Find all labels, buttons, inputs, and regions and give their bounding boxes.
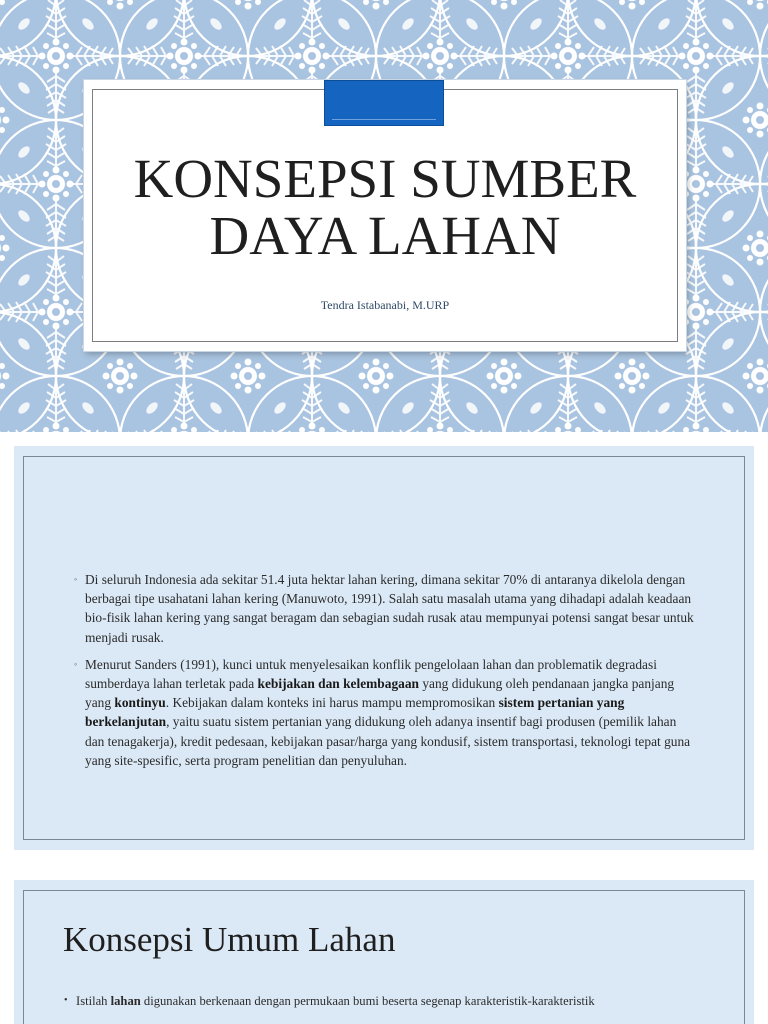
bullet-emphasis: lahan bbox=[110, 994, 141, 1008]
section-title: Konsepsi Umum Lahan bbox=[63, 920, 396, 959]
bullet-emphasis: sistem pertanian yang berkelanjutan bbox=[85, 695, 625, 730]
bullet-text-part: yang didukung oleh pendanaan jangka panjang yang bbox=[85, 676, 675, 711]
bullet-dot-icon: ◦ bbox=[74, 658, 78, 669]
slide-title-line-2: DAYA LAHAN bbox=[209, 205, 561, 266]
title-slide bbox=[0, 0, 768, 432]
bullet-dot-icon: • bbox=[64, 995, 68, 1006]
slide-title-line-1: KONSEPSI SUMBER bbox=[133, 148, 637, 209]
slide-title bbox=[84, 150, 686, 264]
bullet-text: Di seluruh Indonesia ada sekitar 51.4 juta hektar lahan kering, dimana sekitar 70% di antaranya dikelola dengan berbagai tipe usahatani lahan kering (Manuwoto, 1991). Salah satu masalah utama yang dihadapi adalah keadaan bio-fisik lahan kering yang sangat beragam dan sebagian sudah rusak atau mempunyai potensi sangat besar untuk menjadi rusak. bbox=[85, 572, 694, 645]
accent-tab-line bbox=[332, 119, 436, 120]
title-card bbox=[84, 80, 686, 351]
bullet-text-part: Istilah bbox=[76, 994, 111, 1008]
bullet-emphasis: kontinyu bbox=[114, 695, 166, 711]
content-slide bbox=[14, 446, 754, 850]
list-item bbox=[74, 655, 694, 770]
section-bullet-list bbox=[64, 992, 704, 1010]
bullet-list bbox=[74, 570, 694, 778]
accent-tab bbox=[324, 80, 444, 126]
bullet-text-part: , yaitu suatu sistem pertanian yang didukung oleh adanya insentif bagi produsen (pemilik lahan dan tenagakerja), kredit pedesaan, kebijakan pasar/harga yang kondusif, sistem transportasi, teknologi tepat guna yang site-spesific, serta program penelitian dan penyuluhan. bbox=[85, 714, 691, 768]
list-item bbox=[74, 570, 694, 647]
bullet-dot-icon: ◦ bbox=[74, 574, 78, 584]
author-name: Tendra Istabanabi, M.URP bbox=[320, 298, 450, 312]
bullet-emphasis: kebijakan dan kelembagaan bbox=[257, 676, 419, 692]
bullet-text-part: . Kebijakan dalam konteks ini harus mampu mempromosikan bbox=[165, 695, 499, 711]
list-item bbox=[64, 992, 704, 1010]
bullet-text-part: digunakan berkenaan dengan permukaan bumi beserta segenap karakteristik-karakteristik bbox=[140, 994, 595, 1008]
section-slide bbox=[14, 880, 754, 1024]
bullet-text-part: Menurut Sanders (1991), kunci untuk menyelesaikan konflik pengelolaan lahan dan problematik degradasi sumberdaya lahan terletak pada bbox=[85, 656, 657, 692]
